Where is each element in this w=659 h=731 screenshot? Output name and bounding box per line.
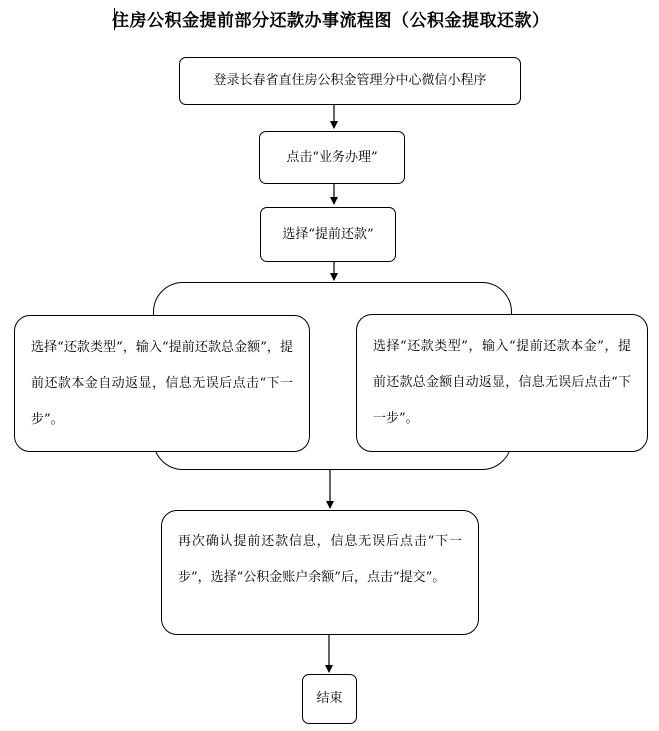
branch-left-total-amount xyxy=(14,315,310,452)
step-confirm-label: 再次确认提前还款信息，信息无误后点击“下一步”，选择“公积金账户余额”后，点击“提交”。 xyxy=(178,534,462,585)
step-end-label: 结束 xyxy=(316,691,343,707)
step-select-prepay xyxy=(260,207,396,262)
step-select-prepay-label: 选择“提前还款” xyxy=(282,226,374,242)
step-click-business xyxy=(259,131,405,184)
page-title: 住房公积金提前部分还款办事流程图（公积金提取还款） xyxy=(112,11,550,31)
step-login-label: 登录长春省直住房公积金管理分中心微信小程序 xyxy=(213,73,487,89)
branch-right-principal xyxy=(356,314,648,452)
step-login-miniprogram xyxy=(179,57,521,105)
step-confirm-submit xyxy=(161,510,479,635)
step-click-business-label: 点击“业务办理” xyxy=(286,149,378,165)
step-end xyxy=(302,674,357,724)
branch-right-label: 选择“还款类型”，输入“提前还款本金”，提前还款总金额自动返显，信息无误后点击“下一步”。 xyxy=(373,339,631,426)
branch-left-label: 选择“还款类型”，输入“提前还款总金额”，提前还款本金自动返显，信息无误后点击“下一步”。 xyxy=(31,340,293,427)
